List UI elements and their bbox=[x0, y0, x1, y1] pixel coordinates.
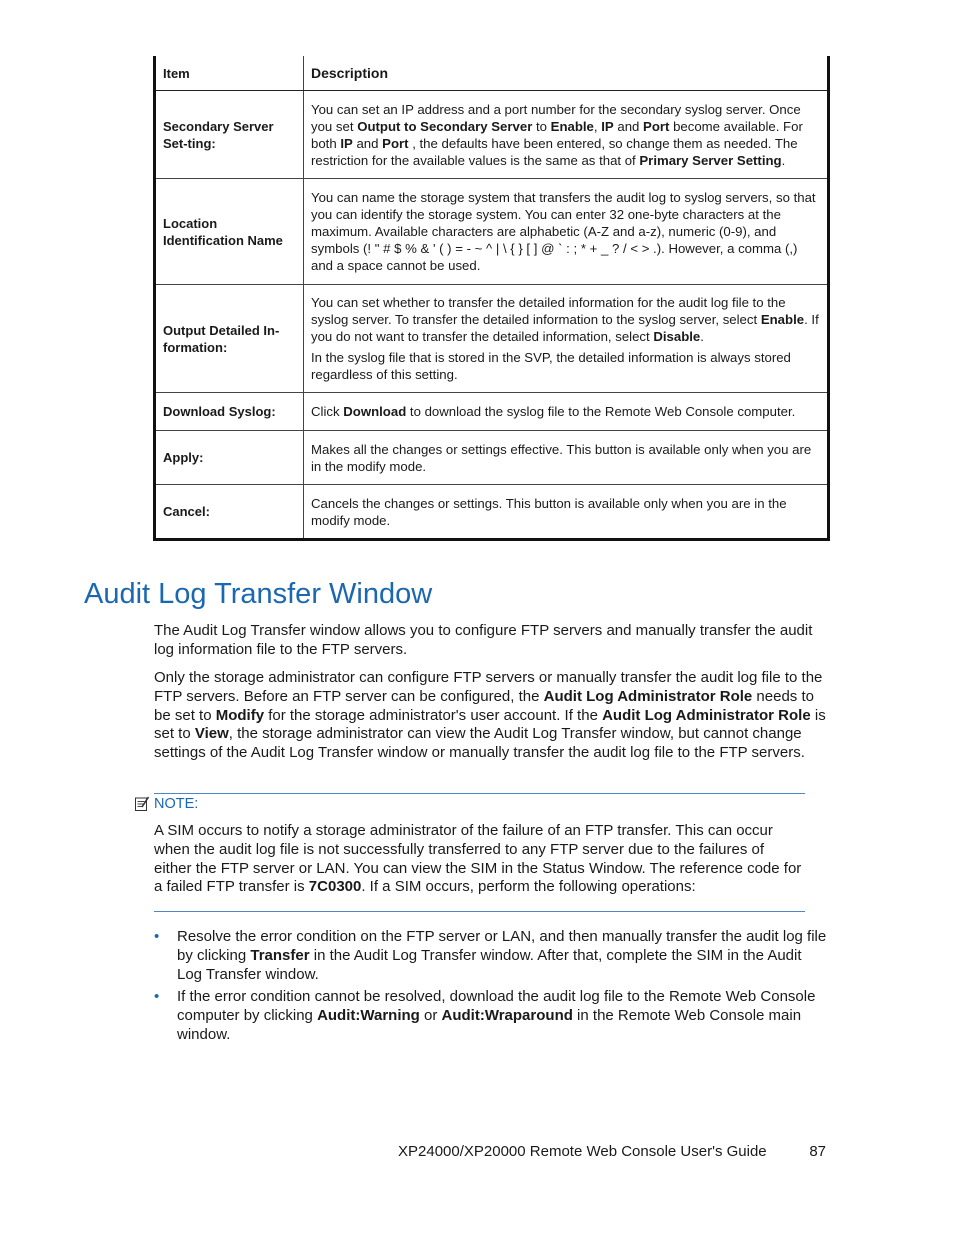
column-header-item: Item bbox=[155, 56, 304, 91]
row-description-apply: Makes all the changes or settings effective. This button is available only when you are in the modify mode. bbox=[304, 431, 829, 485]
settings-table bbox=[153, 56, 830, 541]
note-body: A SIM occurs to notify a storage administrator of the failure of an FTP transfer. This can occur when the audit log file is not successfully transferred to any FTP server due to the failures of either the FTP server or LAN. You can view the SIM in the Status Window. The reference code for a failed FTP transfer is 7C0300. If a SIM occurs, perform the following operations: bbox=[154, 822, 802, 896]
column-header-description: Description bbox=[304, 56, 829, 91]
footer-guide-title: XP24000/XP20000 Remote Web Console User's Guide bbox=[398, 1143, 767, 1160]
row-description-location-name: You can name the storage system that transfers the audit log to syslog servers, so that you can identify the storage system. You can enter 32 one-byte characters at the maximum. Available characters are alphabetic (A-Z and a-z), numeric (0-9), and symbols (! " # $ % & ' ( ) = - ~ ^ | \ { } [ ] @ ` : ; * + _ ? / < > .). However, a comma (,) and a space cannot be used. bbox=[304, 179, 829, 285]
row-item-location-name: Location Identification Name bbox=[155, 179, 304, 285]
bullet-marker: • bbox=[154, 988, 160, 1006]
list-item: • If the error condition cannot be resolved, download the audit log file to the Remote Web Console computer by clicking Audit:Warning or Audit:Wraparound in the Remote Web Console main window. bbox=[154, 988, 816, 1043]
table-header-row bbox=[155, 56, 829, 91]
note-bottom-rule bbox=[154, 911, 805, 912]
note-header bbox=[134, 796, 198, 812]
operations-list bbox=[154, 928, 830, 1049]
table-row-location-name bbox=[155, 179, 829, 285]
intro-paragraph: The Audit Log Transfer window allows you to configure FTP servers and manually transfer the audit log information file to the FTP servers. bbox=[154, 622, 813, 658]
table-row-output-detailed bbox=[155, 285, 829, 393]
table-row-cancel bbox=[155, 485, 829, 540]
bullet-marker: • bbox=[154, 928, 160, 945]
note-label: NOTE: bbox=[154, 796, 199, 812]
section-heading: Audit Log Transfer Window bbox=[84, 578, 433, 610]
note-top-rule bbox=[154, 793, 805, 794]
row-item-download-syslog: Download Syslog: bbox=[155, 393, 304, 431]
row-item-output-detailed: Output Detailed In-formation: bbox=[155, 285, 304, 393]
row-description-cancel: Cancels the changes or settings. This button is available only when you are in the modify mode. bbox=[304, 485, 829, 540]
note-pad-icon bbox=[134, 796, 150, 812]
row-item-secondary-server: Secondary Server Set-ting: bbox=[155, 91, 304, 179]
page-number: 87 bbox=[809, 1143, 826, 1160]
list-item: • Resolve the error condition on the FTP server or LAN, and then manually transfer the audit log file by clicking Transfer in the Audit Log Transfer window. After that, complete the SIM in the Audit Log Transfer window. bbox=[154, 928, 827, 983]
table-row-download-syslog bbox=[155, 393, 829, 431]
row-item-apply: Apply: bbox=[155, 431, 304, 485]
row-description-output-detailed: You can set whether to transfer the detailed information for the audit log file to the syslog server. To transfer the detailed information to the syslog server, select Enable. If you do not want to transfer the detailed information, select Disable. In the syslog file that is stored in the SVP, the detailed information is always stored regardless of this setting. bbox=[304, 285, 829, 393]
admin-role-paragraph: Only the storage administrator can configure FTP servers or manually transfer the audit log file to the FTP servers. Before an FTP server can be configured, the Audit Log Administrator Role needs to be set to Modify for the storage administrator's user account. If the Audit Log Administrator Role is set to View, the storage administrator can view the Audit Log Transfer window, but cannot change settings of the Audit Log Transfer window or manually transfer the audit log file to the FTP servers. bbox=[154, 669, 826, 762]
row-description-secondary-server: You can set an IP address and a port number for the secondary syslog server. Once you set Output to Secondary Server to Enable, IP and Port become available. For both IP and Port , the defaults have been entered, so change them as needed. The restriction for the available values is the same as that of Primary Server Setting. bbox=[304, 91, 829, 179]
table-row-apply bbox=[155, 431, 829, 485]
row-item-cancel: Cancel: bbox=[155, 485, 304, 540]
row-description-download-syslog: Click Download to download the syslog file to the Remote Web Console computer. bbox=[304, 393, 829, 431]
table-row-secondary-server bbox=[155, 91, 829, 179]
